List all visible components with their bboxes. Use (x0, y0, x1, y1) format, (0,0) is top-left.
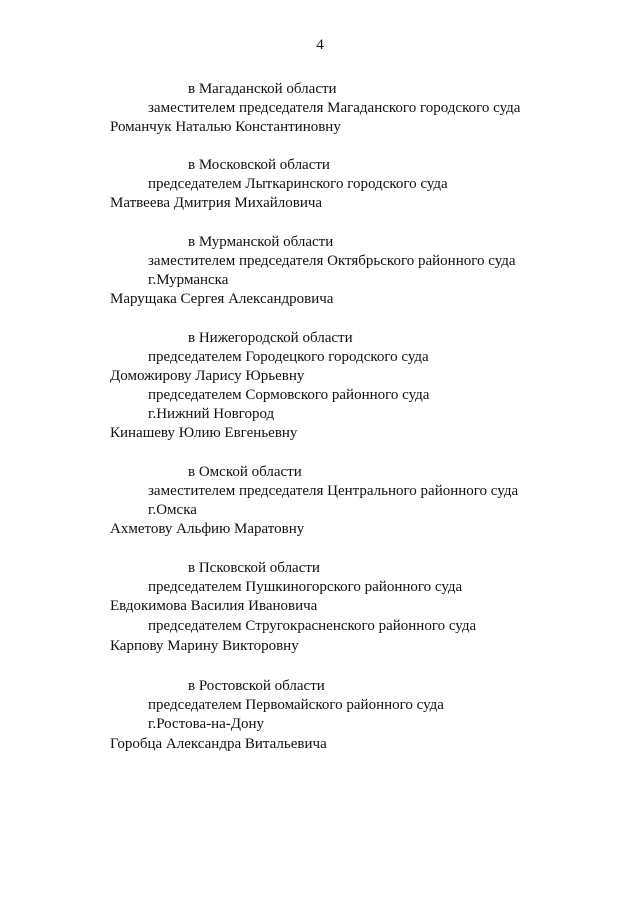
appointee-name: Доможирову Ларису Юрьевну (110, 368, 305, 384)
appointment-position-city: г.Нижний Новгород (148, 406, 275, 422)
region-heading: в Нижегородской области (188, 330, 353, 346)
appointment-position: заместителем председателя Октябрьского районного суда (148, 253, 516, 269)
appointment-position: председателем Сормовского районного суда (148, 387, 430, 403)
appointee-name: Карпову Марину Викторовну (110, 638, 299, 654)
region-heading: в Московской области (188, 157, 330, 173)
appointee-name: Романчук Наталью Константиновну (110, 119, 341, 135)
appointment-position: председателем Первомайского районного суда (148, 697, 444, 713)
region-heading: в Мурманской области (188, 234, 334, 250)
appointment-position: председателем Пушкиногорского районного суда (148, 579, 463, 595)
appointee-name: Евдокимова Василия Ивановича (110, 598, 318, 614)
appointment-position: заместителем председателя Магаданского городского суда (148, 100, 521, 116)
appointee-name: Марущака Сергея Александровича (110, 291, 334, 307)
appointment-position-city: г.Ростова-на-Дону (148, 716, 265, 732)
appointee-name: Ахметову Альфию Маратовну (110, 521, 305, 537)
appointment-position-city: г.Омска (148, 502, 197, 518)
region-heading: в Псковской области (188, 560, 320, 576)
appointment-position: председателем Стругокрасненского районного суда (148, 618, 477, 634)
appointment-position: заместителем председателя Центрального районного суда (148, 483, 519, 499)
appointment-position-city: г.Мурманска (148, 272, 229, 288)
appointee-name: Матвеева Дмитрия Михайловича (110, 195, 323, 211)
region-heading: в Ростовской области (188, 678, 325, 694)
region-heading: в Магаданской области (188, 81, 337, 97)
appointee-name: Кинашеву Юлию Евгеньевну (110, 425, 298, 441)
page-number: 4 (316, 37, 324, 53)
region-heading: в Омской области (188, 464, 302, 480)
appointment-position: председателем Городецкого городского суда (148, 349, 429, 365)
appointment-position: председателем Лыткаринского городского суда (148, 176, 448, 192)
appointee-name: Горобца Александра Витальевича (110, 736, 327, 752)
